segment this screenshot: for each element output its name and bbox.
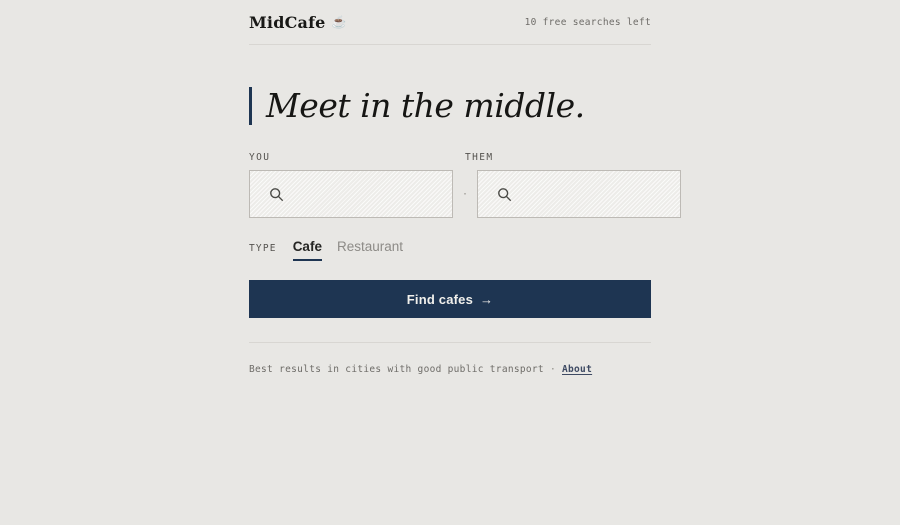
find-cafes-button[interactable]	[249, 280, 651, 318]
page-title: Meet in the middle.	[266, 86, 585, 125]
them-input[interactable]	[522, 187, 668, 201]
coffee-icon: ☕	[331, 15, 347, 29]
field-labels-row	[249, 152, 681, 163]
you-field[interactable]	[249, 170, 453, 218]
footer-separator-dot: ·	[549, 364, 556, 375]
tab-cafe[interactable]: Cafe	[293, 239, 322, 261]
free-searches-counter: 10 free searches left	[524, 16, 651, 28]
type-label: TYPE	[249, 243, 277, 254]
find-cafes-button-label: Find cafes	[406, 291, 474, 307]
fields-row	[249, 170, 681, 218]
you-label: YOU	[249, 152, 271, 163]
arrow-right-icon: →	[480, 291, 494, 307]
page	[249, 0, 651, 375]
you-input[interactable]	[294, 187, 440, 201]
fields-separator-dot: ·	[461, 188, 469, 200]
them-label: THEM	[465, 152, 494, 163]
app-logo-text: MidCafe	[249, 12, 326, 32]
hero	[249, 87, 651, 125]
header	[249, 0, 651, 45]
footer-note: Best results in cities with good public transport	[249, 364, 544, 375]
them-field[interactable]	[477, 170, 681, 218]
about-link[interactable]: About	[562, 364, 593, 375]
search-icon	[269, 187, 284, 202]
tab-restaurant[interactable]: Restaurant	[336, 239, 403, 254]
footer-divider	[249, 342, 651, 343]
app-logo	[249, 13, 347, 32]
search-icon	[497, 187, 512, 202]
type-row	[249, 239, 651, 261]
footer	[249, 364, 651, 375]
